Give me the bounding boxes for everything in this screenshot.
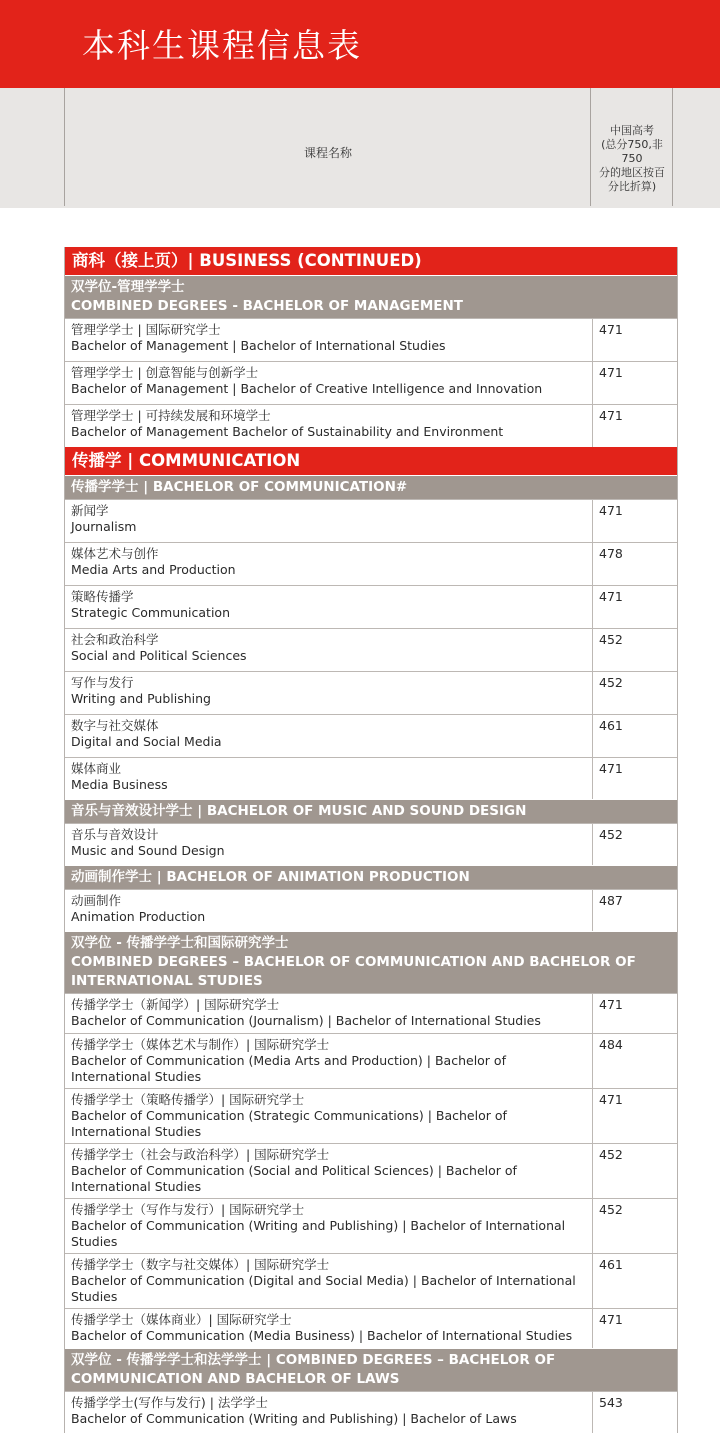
course-name-zh: 社会和政治科学 [71,632,159,647]
course-name-cell [65,586,593,628]
course-name-cell [65,758,593,799]
course-name-zh: 传播学学士（媒体艺术与制作）| 国际研究学士 [71,1037,330,1052]
course-name-en: Bachelor of Management Bachelor of Sustainability and Environment [71,424,504,439]
gaokao-header-line: (总分750,非750 [601,138,663,165]
course-name-zh: 传播学学士（写作与发行）| 国际研究学士 [71,1202,305,1217]
degree-subheader-line: 双学位 - 传播学学士和国际研究学士 [71,935,289,951]
gaokao-score-cell: 471 [599,322,623,337]
course-name-en: Social and Political Sciences [71,648,247,663]
course-table [64,247,678,1433]
gaokao-score-cell: 543 [599,1395,623,1410]
gaokao-score-cell: 471 [599,408,623,423]
course-name-cell [65,362,593,404]
table-row [65,757,677,799]
gaokao-score-cell: 471 [599,503,623,518]
table-row [65,1198,677,1253]
table-row [65,671,677,714]
gaokao-score-cell: 452 [599,675,623,690]
gaokao-score-cell: 471 [599,1312,623,1327]
degree-subheader-line: COMBINED DEGREES – BACHELOR OF COMMUNICATION AND BACHELOR OF [71,954,636,970]
table-row [65,542,677,585]
gaokao-score-cell: 471 [599,1092,623,1107]
section-header: 商科（接上页）| BUSINESS (CONTINUED) [65,247,677,275]
course-name-cell [65,824,593,865]
course-name-en: Bachelor of Communication (Media Business) | Bachelor of International Studies [71,1328,573,1343]
table-row [65,1033,677,1088]
course-name-zh: 传播学学士（媒体商业）| 国际研究学士 [71,1312,292,1327]
course-name-zh: 写作与发行 [71,675,134,690]
table-row [65,1391,677,1433]
degree-subheader-line: 双学位 - 传播学学士和法学学士 | COMBINED DEGREES – BACHELOR OF [71,1352,556,1368]
course-name-en: Bachelor of Communication (Writing and Publishing) | Bachelor of Laws [71,1411,517,1426]
title-banner [0,0,720,88]
course-name-cell [65,1034,593,1088]
gaokao-score-cell: 452 [599,1147,623,1162]
column-divider [672,88,673,206]
gaokao-score-cell: 452 [599,827,623,842]
course-name-zh: 管理学学士 | 可持续发展和环境学士 [71,408,271,423]
degree-subheader-line: 动画制作学士 | BACHELOR OF ANIMATION PRODUCTION [71,869,470,885]
page-title: 本科生课程信息表 [82,26,362,65]
course-name-cell [65,672,593,714]
table-row [65,993,677,1033]
course-name-en: Bachelor of Communication (Writing and Publishing) | Bachelor of International Studies [71,1218,566,1249]
course-name-zh: 策略传播学 [71,589,134,604]
degree-subheader [65,475,677,499]
course-name-cell [65,500,593,542]
course-name-zh: 新闻学 [71,503,109,518]
course-name-zh: 传播学学士（策略传播学）| 国际研究学士 [71,1092,305,1107]
course-name-en: Strategic Communication [71,605,231,620]
course-name-en: Music and Sound Design [71,843,225,858]
course-name-zh: 动画制作 [71,893,122,908]
degree-subheader-line: 双学位-管理学学士 [71,279,185,295]
course-name-zh: 管理学学士 | 国际研究学士 [71,322,221,337]
course-name-en: Bachelor of Communication (Media Arts and Production) | Bachelor of International Studies [71,1053,506,1084]
course-name-cell [65,543,593,585]
course-name-cell [65,1199,593,1253]
course-name-en: Bachelor of Management | Bachelor of International Studies [71,338,446,353]
gaokao-score-cell: 471 [599,589,623,604]
degree-subheader-line: COMMUNICATION AND BACHELOR OF LAWS [71,1371,400,1387]
course-name-cell [65,319,593,361]
column-divider [590,88,591,206]
degree-subheader [65,1348,677,1391]
gaokao-score-cell: 471 [599,997,623,1012]
course-name-cell [65,1309,593,1348]
gaokao-score-cell: 461 [599,718,623,733]
table-row [65,585,677,628]
table-row [65,318,677,361]
course-name-en: Bachelor of Communication (Digital and Social Media) | Bachelor of International Studies [71,1273,576,1304]
gaokao-score-cell: 487 [599,893,623,908]
course-name-en: Media Arts and Production [71,562,236,577]
degree-subheader [65,275,677,318]
gaokao-header-line: 分比折算) [607,180,657,193]
course-name-cell [65,1089,593,1143]
degree-subheader-line: 传播学学士 | BACHELOR OF COMMUNICATION# [71,479,408,495]
degree-subheader-line: COMBINED DEGREES - BACHELOR OF MANAGEMENT [71,298,463,314]
course-name-en: Bachelor of Communication (Social and Political Sciences) | Bachelor of International Studies [71,1163,517,1194]
course-name-zh: 媒体艺术与创作 [71,546,159,561]
table-row [65,823,677,865]
course-name-en: Animation Production [71,909,206,924]
table-row [65,714,677,757]
course-name-zh: 数字与社交媒体 [71,718,159,733]
table-row [65,1308,677,1348]
gaokao-score-cell: 484 [599,1037,623,1052]
course-name-zh: 传播学学士（数字与社交媒体）| 国际研究学士 [71,1257,330,1272]
table-row [65,361,677,404]
degree-subheader-line: 音乐与音效设计学士 | BACHELOR OF MUSIC AND SOUND DESIGN [71,803,527,819]
course-name-cell [65,890,593,931]
degree-subheader [65,931,677,993]
table-row [65,1143,677,1198]
course-name-cell [65,1144,593,1198]
degree-subheader-line: INTERNATIONAL STUDIES [71,973,263,989]
course-name-en: Digital and Social Media [71,734,222,749]
course-name-cell [65,405,593,447]
course-name-en: Journalism [71,519,137,534]
column-divider [64,88,65,206]
course-name-zh: 传播学学士（新闻学）| 国际研究学士 [71,997,280,1012]
gaokao-score-cell: 452 [599,632,623,647]
course-name-en: Bachelor of Management | Bachelor of Creative Intelligence and Innovation [71,381,543,396]
table-row [65,404,677,447]
section-header: 传播学 | COMMUNICATION [65,447,677,475]
course-name-header: 课程名称 [303,146,352,160]
course-name-en: Media Business [71,777,168,792]
course-name-cell [65,629,593,671]
course-name-zh: 管理学学士 | 创意智能与创新学士 [71,365,259,380]
course-name-en: Writing and Publishing [71,691,211,706]
course-name-zh: 音乐与音效设计 [71,827,159,842]
degree-subheader [65,799,677,823]
course-name-cell [65,715,593,757]
course-name-zh: 传播学学士(写作与发行) | 法学学士 [71,1395,268,1410]
gaokao-score-cell: 478 [599,546,623,561]
table-row [65,1088,677,1143]
column-header [0,88,720,208]
gaokao-score-header [592,124,672,194]
course-name-en: Bachelor of Communication (Strategic Communications) | Bachelor of International Studies [71,1108,507,1139]
gaokao-score-cell: 461 [599,1257,623,1272]
course-name-cell [65,994,593,1033]
course-name-zh: 媒体商业 [71,761,122,776]
gaokao-header-line: 分的地区按百 [599,166,665,179]
course-name-zh: 传播学学士（社会与政治科学）| 国际研究学士 [71,1147,330,1162]
gaokao-header-line: 中国高考 [610,124,654,137]
gaokao-score-cell: 471 [599,365,623,380]
gaokao-score-cell: 471 [599,761,623,776]
table-row [65,628,677,671]
course-name-cell [65,1254,593,1308]
table-row [65,889,677,931]
table-row [65,1253,677,1308]
table-row [65,499,677,542]
gaokao-score-cell: 452 [599,1202,623,1217]
degree-subheader [65,865,677,889]
course-name-en: Bachelor of Communication (Journalism) | Bachelor of International Studies [71,1013,541,1028]
course-name-cell [65,1392,593,1433]
